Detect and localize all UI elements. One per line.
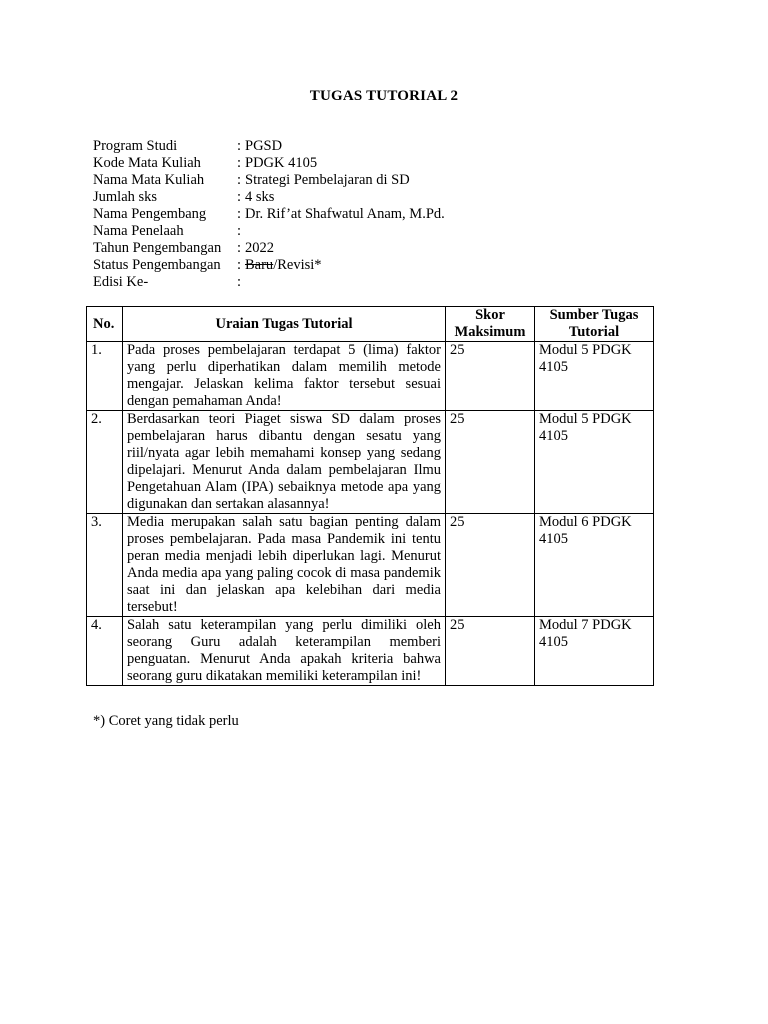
meta-label: Nama Pengembang [93, 206, 207, 222]
meta-value: 4 sks [245, 189, 275, 205]
meta-row-status-pengembangan [93, 257, 445, 274]
cell-source: Modul 5 PDGK 4105 [535, 342, 654, 411]
meta-row-kode-mata-kuliah [93, 155, 445, 172]
header-source: Sumber Tugas Tutorial [535, 307, 654, 342]
table-row [87, 514, 654, 617]
cell-source: Modul 6 PDGK 4105 [535, 514, 654, 617]
meta-separator: : [237, 240, 242, 256]
cell-score: 25 [446, 411, 535, 514]
meta-value: Strategi Pembelajaran di SD [245, 172, 410, 188]
meta-label: Tahun Pengembangan [93, 240, 222, 256]
meta-row-tahun-pengembangan [93, 240, 445, 257]
meta-label: Status Pengembangan [93, 257, 221, 273]
meta-label: Nama Penelaah [93, 223, 184, 239]
meta-row-edisi-ke [93, 274, 445, 291]
meta-label: Nama Mata Kuliah [93, 172, 205, 188]
cell-no: 3. [87, 514, 123, 617]
cell-score: 25 [446, 514, 535, 617]
cell-score: 25 [446, 342, 535, 411]
meta-separator: : [237, 274, 242, 290]
cell-task: Berdasarkan teori Piaget siswa SD dalam proses pembelajaran harus dibantu dengan sesatu yang riil/nyata agar lebih memahami konsep yang sedang dipelajari. Menurut Anda dalam pembelajaran Ilmu Pengetahuan Alam (IPA) sebaiknya metode apa yang digunakan dan sertakan alasannya! [123, 411, 446, 514]
meta-row-nama-penelaah [93, 223, 445, 240]
footnote: *) Coret yang tidak perlu [93, 713, 239, 729]
meta-label: Program Studi [93, 138, 178, 154]
meta-separator: : [237, 172, 242, 188]
cell-no: 2. [87, 411, 123, 514]
cell-score: 25 [446, 617, 535, 686]
meta-separator: : [237, 189, 242, 205]
header-score: Skor Maksimum [446, 307, 535, 342]
struck-option: Baru [245, 257, 274, 273]
meta-label: Kode Mata Kuliah [93, 155, 201, 171]
cell-task: Salah satu keterampilan yang perlu dimiliki oleh seorang Guru adalah keterampilan memberi penguatan. Menurut Anda apakah kriteria bahwa seorang guru dikatakan memiliki keterampilan ini! [123, 617, 446, 686]
meta-value: PGSD [245, 138, 283, 154]
remaining-option: /Revisi* [273, 257, 322, 273]
document-title: TUGAS TUTORIAL 2 [309, 88, 459, 104]
cell-source: Modul 5 PDGK 4105 [535, 411, 654, 514]
meta-value [245, 223, 445, 240]
meta-row-program-studi [93, 138, 445, 155]
tasks-table [86, 306, 654, 686]
meta-separator: : [237, 138, 242, 154]
meta-row-nama-mata-kuliah [93, 172, 445, 189]
table-header-row [87, 307, 654, 342]
cell-no: 4. [87, 617, 123, 686]
meta-separator: : [237, 155, 242, 171]
meta-separator: : [237, 257, 242, 273]
meta-label: Jumlah sks [93, 189, 158, 205]
meta-value: PDGK 4105 [245, 155, 318, 171]
header-task: Uraian Tugas Tutorial [123, 307, 446, 342]
table-row [87, 342, 654, 411]
cell-task: Media merupakan salah satu bagian penting dalam proses pembelajaran. Pada masa Pandemik ini tentu peran media menjadi lebih diperlukan lagi. Menurut Anda media apa yang paling cocok di masa pandemik saat ini dan jelaskan apa kelebihan dari media tersebut! [123, 514, 446, 617]
meta-separator: : [237, 223, 242, 239]
cell-no: 1. [87, 342, 123, 411]
meta-value: Dr. Rif’at Shafwatul Anam, M.Pd. [245, 206, 445, 222]
table-row [87, 411, 654, 514]
meta-value-status [245, 257, 445, 274]
meta-row-nama-pengembang [93, 206, 445, 223]
meta-label: Edisi Ke- [93, 274, 149, 290]
meta-row-jumlah-sks [93, 189, 445, 206]
meta-value: 2022 [245, 240, 274, 256]
table-row [87, 617, 654, 686]
header-no: No. [87, 307, 123, 342]
cell-source: Modul 7 PDGK 4105 [535, 617, 654, 686]
meta-separator: : [237, 206, 242, 222]
course-info [93, 138, 445, 291]
cell-task: Pada proses pembelajaran terdapat 5 (lima) faktor yang perlu diperhatikan dalam memilih metode mengajar. Jelaskan kelima faktor tersebut sesuai dengan pemahaman Anda! [123, 342, 446, 411]
meta-value [245, 274, 445, 291]
